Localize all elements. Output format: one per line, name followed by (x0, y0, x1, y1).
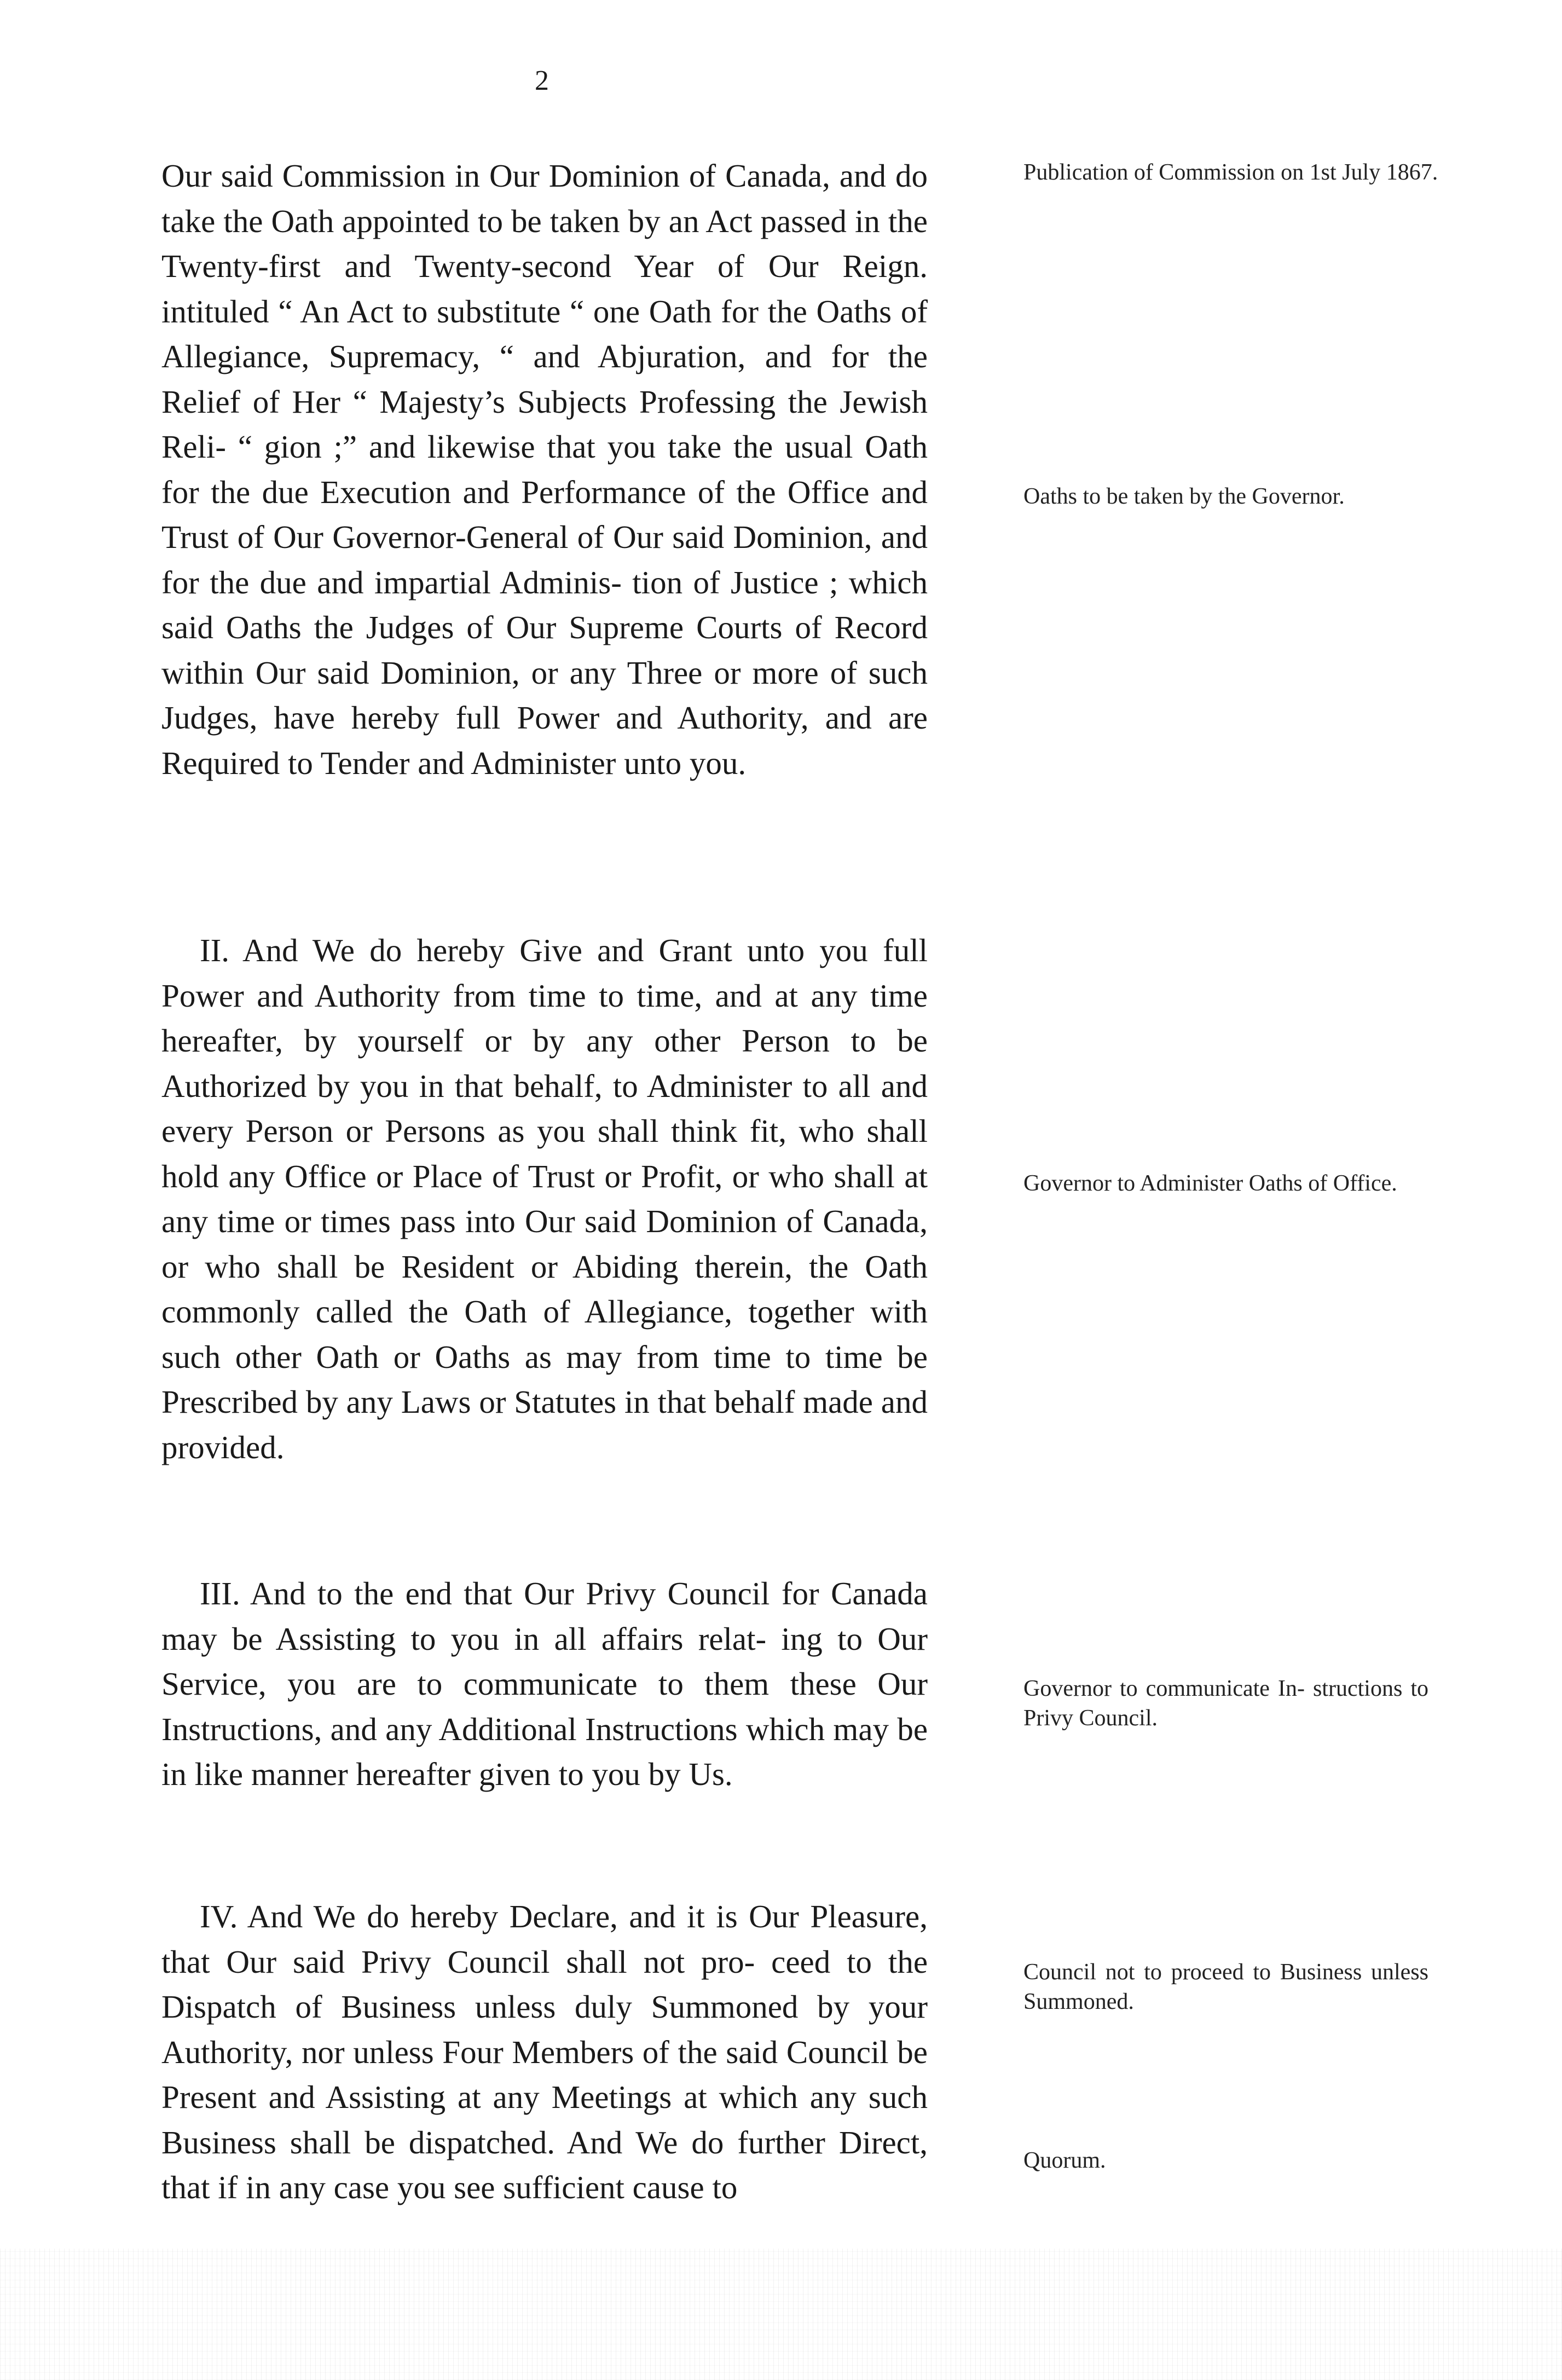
sidenote-council-not-to-proceed: Council not to proceed to Business unless Summoned. (1023, 1960, 1428, 2014)
sidenote-communicate-instructions: Governor to communicate In- structions to Privy Council. (1023, 1676, 1428, 1731)
sidenote-publication-of-commission: Publication of Commission on 1st July 1867. (1023, 160, 1438, 185)
scan-noise-texture (0, 2249, 1562, 2380)
paragraph-iv-council-business: IV. And We do hereby Declare, and it is Our Pleasure, that Our said Privy Council shall not pro- ceed to the Dispatch of Business unless duly Summoned by your Authority, nor unless Four Members of the said Council be Present and Assisting at any Meetings at which any such Business shall be dispatched. And We do further Direct, that if in any case you see sufficient cause to (161, 1898, 928, 2205)
paragraph-iii-privy-council: III. And to the end that Our Privy Council for Canada may be Assisting to you in all affairs relat- ing to Our Service, you are to communicate to them these Our Instructions, and any Additional Instructions which may be in like manner hereafter given to you by Us. (161, 1575, 928, 1792)
paragraph-commission-oaths: Our said Commission in Our Dominion of Canada, and do take the Oath appointed to be taken by an Act passed in the Twenty-first and Twenty-second Year of Our Reign. intituled “ An Act to substitute “ one Oath for the Oaths of Allegiance, Supremacy, “ and Abjuration, and for the Relief of Her “ Majesty’s Subjects Professing the Jewish Reli- “ gion ;” and likewise that you take the usual Oath for the due Execution and Performance of the Office and Trust of Our Governor-General of Our said Dominion, and for the due and impartial Adminis- tion of Justice ; which said Oaths the Judges of Our Supreme Courts of Record within Our said Dominion, or any Three or more of such Judges, have hereby full Power and Authority, and are Required to Tender and Administer unto you. (161, 158, 928, 781)
sidenote-oaths-governor: Oaths to be taken by the Governor. (1023, 484, 1345, 509)
page-number: 2 (535, 65, 549, 96)
sidenote-governor-administer-oaths: Governor to Administer Oaths of Office. (1023, 1171, 1397, 1196)
sidenote-quorum: Quorum. (1023, 2148, 1106, 2173)
paragraph-ii-administer-oaths: II. And We do hereby Give and Grant unto you full Power and Authority from time to time, and at any time hereafter, by yourself or by any other Person to be Authorized by you in that behalf, to Administer to all and every Person or Persons as you shall think fit, who shall hold any Office or Place of Trust or Profit, or who shall at any time or times pass into Our said Dominion of Canada, or who shall be Resident or Abiding therein, the Oath commonly called the Oath of Allegiance, together with such other Oath or Oaths as may from time to time be Prescribed by any Laws or Statutes in that behalf made and provided. (161, 932, 928, 1465)
